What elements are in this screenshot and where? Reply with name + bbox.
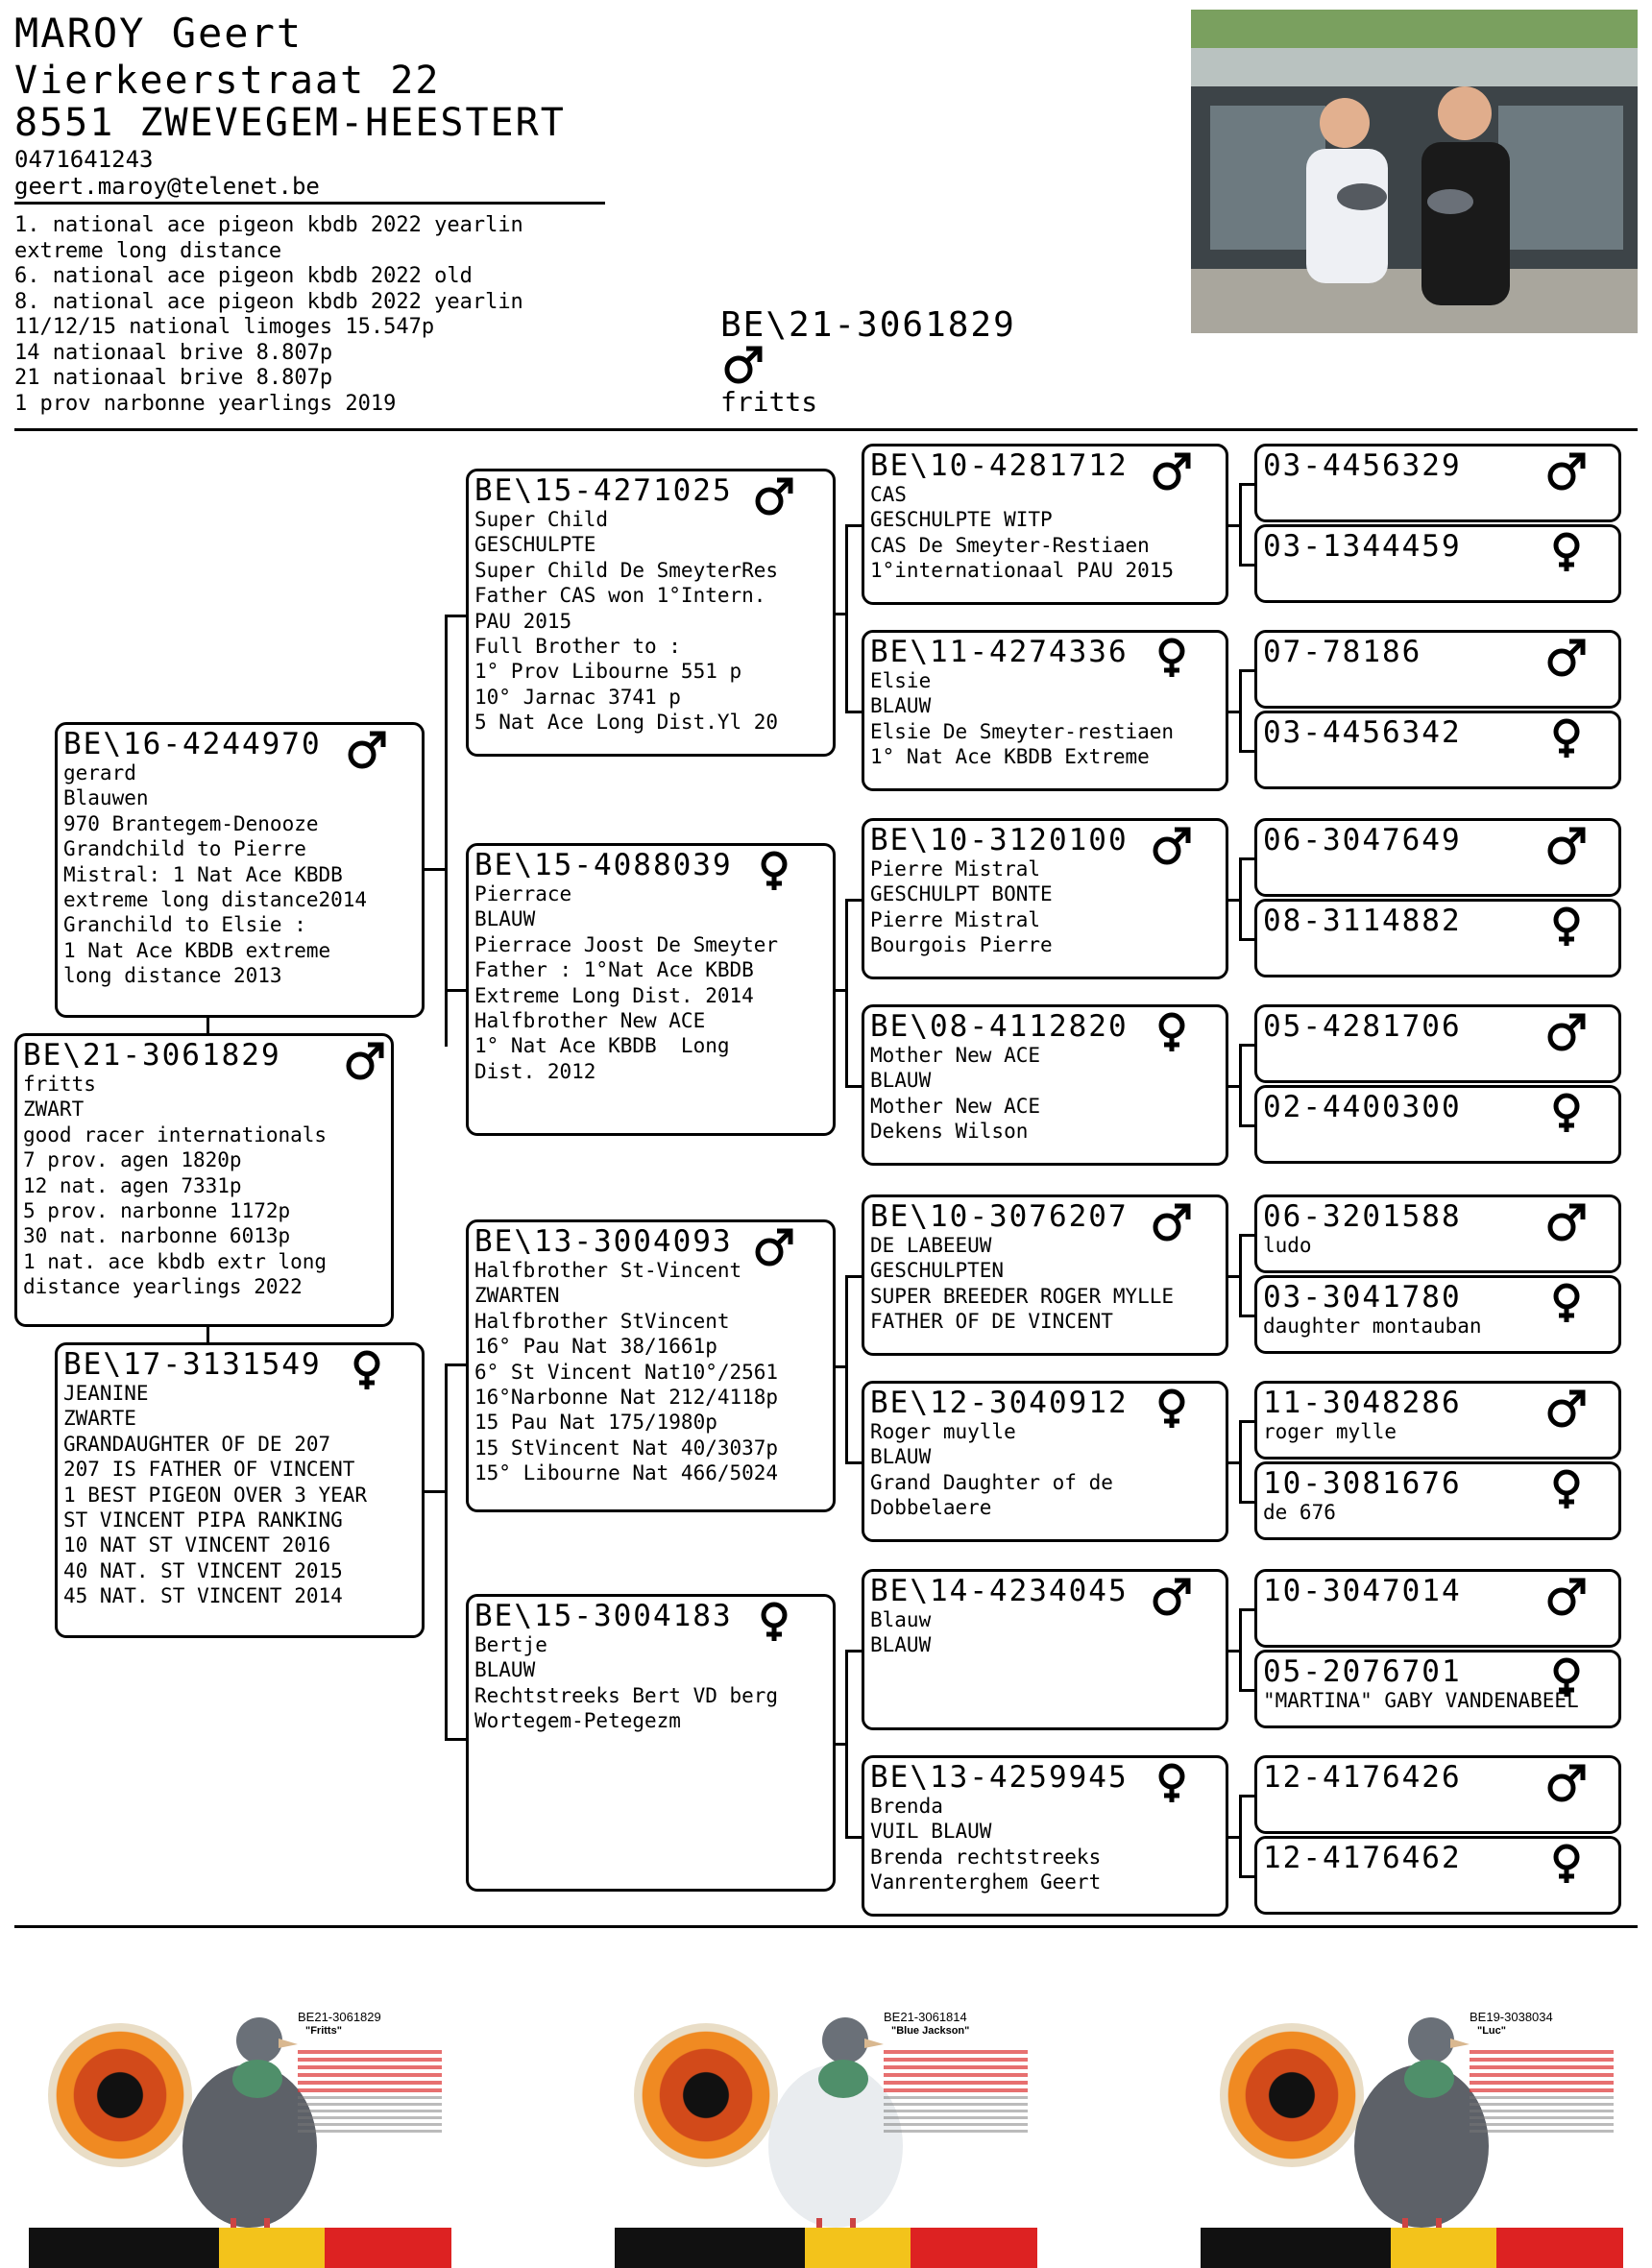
connector-line	[1239, 669, 1242, 753]
connector-line	[1239, 1044, 1254, 1047]
connector-line	[445, 989, 466, 992]
great-grandparent-pigeon	[862, 1569, 1228, 1730]
connector-line	[1239, 669, 1254, 672]
female-icon	[753, 850, 795, 892]
connector-line	[1239, 1875, 1254, 1878]
connector-line	[1239, 1689, 1254, 1692]
connector-line	[845, 524, 848, 713]
grandparent-pigeon	[466, 1219, 836, 1512]
ancestor-pigeon	[1254, 444, 1621, 522]
male-icon	[1545, 825, 1588, 867]
ring-number: BE\15-4088039	[474, 848, 733, 882]
connector-line	[1239, 483, 1242, 567]
female-icon	[1545, 717, 1588, 760]
ancestor-pigeon	[1254, 1381, 1621, 1460]
card-footer	[1201, 2228, 1623, 2268]
female-icon	[1545, 1282, 1588, 1324]
owner-email: geert.maroy@telenet.be	[14, 173, 320, 200]
card-ring-number: BE19-3038034	[1470, 2010, 1553, 2024]
subject-pigeon	[14, 1033, 394, 1327]
connector-line	[445, 1363, 448, 1738]
pigeon-details: Elsie BLAUW Elsie De Smeyter-restiaen 1° Nat Ace KBDB Extreme	[870, 669, 1175, 769]
connector-line	[1239, 1044, 1242, 1127]
connector-line	[1239, 483, 1254, 486]
ancestor-pigeon	[1254, 1194, 1621, 1273]
male-icon	[344, 1040, 386, 1082]
top-pigeon-name: fritts	[720, 386, 818, 418]
grandparent-pigeon	[466, 469, 836, 757]
pigeon-details: fritts ZWART good racer internationals 7 prov. agen 1820p 12 nat. agen 7331p 5 prov. narbonne 1172p 30 nat. narbonne 6013p 1 nat. ace kbdb extr long distance yearlings 2022	[23, 1073, 328, 1299]
ring-number: BE\10-4281712	[870, 448, 1129, 483]
connector-line	[1239, 1234, 1254, 1237]
ring-number: BE\21-3061829	[23, 1038, 281, 1073]
male-icon	[1545, 450, 1588, 493]
male-icon	[1545, 1011, 1588, 1053]
card-footer	[29, 2228, 451, 2268]
ancestor-pigeon	[1254, 1275, 1621, 1354]
top-divider	[14, 428, 1638, 431]
ancestor-pigeon	[1254, 1755, 1621, 1834]
top-ring-number: BE\21-3061829	[720, 305, 1016, 345]
card-ring-number: BE21-3061814	[884, 2010, 967, 2024]
owner-city: 8551 ZWEVEGEM-HEESTERT	[14, 101, 566, 145]
dam-pigeon	[55, 1342, 425, 1638]
ancestor-pigeon	[1254, 899, 1621, 977]
ring-number: BE\10-3120100	[870, 823, 1129, 857]
pigeon-details: daughter montauban	[1263, 1315, 1482, 1338]
male-icon	[1545, 1387, 1588, 1430]
achievements-list: 1. national ace pigeon kbdb 2022 yearlin extreme long distance 6. national ace pigeon kbdb 2022 old 8. national ace pigeon kbdb 2022 yearlin 11/12/15 national limoges 15.547p 14 nationaal brive 8.807p 21 nationaal brive 8.807p 1 prov narbonne yearlings 2019	[14, 213, 523, 416]
connector-line	[845, 1650, 848, 1839]
male-icon	[1151, 1576, 1193, 1618]
connector-line	[845, 1836, 862, 1839]
ring-number: BE\11-4274336	[870, 635, 1129, 669]
female-icon	[1151, 1762, 1193, 1804]
connector-line	[1239, 1234, 1242, 1317]
pigeon-details: Pierre Mistral GESCHULPT BONTE Pierre Mistral Bourgois Pierre	[870, 857, 1053, 957]
male-icon	[1545, 1576, 1588, 1618]
ring-number: BE\13-4259945	[870, 1760, 1129, 1795]
pigeon-details: "MARTINA" GABY VANDENABEEL	[1263, 1689, 1579, 1712]
card-pigeon-name: "Luc"	[1477, 2025, 1506, 2037]
grandparent-pigeon	[466, 843, 836, 1136]
ring-number: 03-4456329	[1263, 448, 1462, 483]
ring-number: 05-2076701	[1263, 1654, 1462, 1689]
pigeon-details: de 676	[1263, 1501, 1336, 1524]
connector-line	[1239, 1501, 1254, 1504]
pigeon-details: Blauw BLAUW	[870, 1608, 932, 1657]
connector-line	[845, 1650, 862, 1653]
great-grandparent-pigeon	[862, 818, 1228, 979]
male-icon	[1545, 1762, 1588, 1804]
card-pigeon-name: "Fritts"	[305, 2025, 342, 2037]
pigeon-details: gerard Blauwen 970 Brantegem-Denooze Grandchild to Pierre Mistral: 1 Nat Ace KBDB extreme long distance2014 Granchild to Elsie : 1 Nat Ace KBDB extreme long distance 2013	[63, 761, 368, 988]
female-icon	[753, 1601, 795, 1643]
pigeon-details: Super Child GESCHULPTE Super Child De SmeyterRes Father CAS won 1°Intern. PAU 2015 Full Brother to : 1° Prov Libourne 551 p 10° Jarnac 3741 p 5 Nat Ace Long Dist.Yl 20	[474, 508, 779, 735]
ring-number: 11-3048286	[1263, 1386, 1462, 1420]
pigeon-details: Halfbrother St-Vincent ZWARTEN Halfbrother StVincent 16° Pau Nat 38/1661p 6° St Vincent Nat10°/2561 16°Narbonne Nat 212/4118p 15 Pau Nat 175/1980p 15 StVincent Nat 40/3037p 15° Libourne Nat 466/5024	[474, 1259, 779, 1485]
female-icon	[1151, 637, 1193, 679]
great-grandparent-pigeon	[862, 444, 1228, 605]
great-grandparent-pigeon	[862, 1004, 1228, 1166]
connector-line	[206, 1018, 209, 1035]
male-icon	[753, 1226, 795, 1268]
connector-line	[845, 711, 862, 713]
pigeon-details: roger mylle	[1263, 1420, 1397, 1443]
great-grandparent-pigeon	[862, 630, 1228, 791]
ring-number: 02-4400300	[1263, 1090, 1462, 1124]
bottom-divider	[14, 1925, 1638, 1928]
female-icon	[1545, 1468, 1588, 1510]
owner-phone: 0471641243	[14, 146, 154, 173]
connector-line	[425, 1490, 446, 1493]
connector-line	[1239, 1795, 1242, 1878]
pigeon-details: ludo	[1263, 1234, 1312, 1257]
grandparent-pigeon	[466, 1594, 836, 1892]
ancestor-pigeon	[1254, 1004, 1621, 1083]
ring-number: BE\08-4112820	[870, 1009, 1129, 1044]
ancestor-pigeon	[1254, 1650, 1621, 1728]
connector-line	[1239, 1795, 1254, 1798]
male-icon	[1151, 825, 1193, 867]
owner-street: Vierkeerstraat 22	[14, 59, 441, 103]
connector-line	[1239, 564, 1254, 567]
ring-number: 03-4456342	[1263, 715, 1462, 750]
ancestor-pigeon	[1254, 711, 1621, 789]
ancestor-pigeon	[1254, 818, 1621, 897]
ring-number: BE\15-3004183	[474, 1599, 733, 1633]
male-icon	[753, 475, 795, 518]
connector-line	[1239, 1315, 1254, 1317]
ancestor-pigeon	[1254, 1085, 1621, 1164]
header-underline	[14, 202, 605, 205]
connector-line	[845, 1275, 848, 1464]
connector-line	[845, 524, 862, 527]
pigeon-details: JEANINE ZWARTE GRANDAUGHTER OF DE 207 207 IS FATHER OF VINCENT 1 BEST PIGEON OVER 3 YEAR ST VINCENT PIPA RANKING 10 NAT ST VINCENT 2016 40 NAT. ST VINCENT 2015 45 NAT. ST VINCENT 2014	[63, 1382, 368, 1608]
card-achievements	[1470, 2046, 1614, 2136]
pigeon-details: Bertje BLAUW Rechtstreeks Bert VD berg Wortegem-Petegezm	[474, 1633, 779, 1733]
pigeon-details: Mother New ACE BLAUW Mother New ACE Dekens Wilson	[870, 1044, 1041, 1144]
ancestor-pigeon	[1254, 1569, 1621, 1648]
great-grandparent-pigeon	[862, 1381, 1228, 1542]
ring-number: 12-4176462	[1263, 1841, 1462, 1875]
connector-line	[845, 899, 862, 902]
pigeon-details: CAS GESCHULPTE WITP CAS De Smeyter-Restiaen 1°internationaal PAU 2015	[870, 483, 1175, 583]
owner-name: MAROY Geert	[14, 10, 304, 57]
ring-number: 03-3041780	[1263, 1280, 1462, 1315]
female-icon	[1545, 1656, 1588, 1699]
female-icon	[1545, 905, 1588, 948]
connector-line	[445, 615, 466, 617]
ring-number: 05-4281706	[1263, 1009, 1462, 1044]
connector-line	[1239, 1124, 1254, 1127]
connector-line	[845, 899, 848, 1088]
ring-number: 06-3047649	[1263, 823, 1462, 857]
female-icon	[1545, 1092, 1588, 1134]
connector-line	[445, 1738, 466, 1741]
sire-pigeon	[55, 722, 425, 1018]
connector-line	[1239, 857, 1254, 860]
female-icon	[1151, 1387, 1193, 1430]
ring-number: 10-3081676	[1263, 1466, 1462, 1501]
connector-line	[206, 1327, 209, 1344]
connector-line	[1239, 1420, 1242, 1504]
pigeon-details: DE LABEEUW GESCHULPTEN SUPER BREEDER ROGER MYLLE FATHER OF DE VINCENT	[870, 1234, 1175, 1334]
connector-line	[845, 1461, 862, 1464]
ring-number: 10-3047014	[1263, 1574, 1462, 1608]
ring-number: 03-1344459	[1263, 529, 1462, 564]
connector-line	[1239, 938, 1254, 941]
female-icon	[1545, 1843, 1588, 1885]
connector-line	[845, 1275, 862, 1278]
female-icon	[346, 1349, 388, 1391]
male-icon	[1545, 637, 1588, 679]
pigeon-card	[29, 1992, 451, 2268]
ring-number: 12-4176426	[1263, 1760, 1462, 1795]
ancestor-pigeon	[1254, 1836, 1621, 1915]
female-icon	[1545, 531, 1588, 573]
male-icon	[1151, 450, 1193, 493]
connector-line	[445, 615, 448, 1047]
female-icon	[1151, 1011, 1193, 1053]
ring-number: BE\10-3076207	[870, 1199, 1129, 1234]
connector-line	[845, 1085, 862, 1088]
great-grandparent-pigeon	[862, 1194, 1228, 1356]
ring-number: 08-3114882	[1263, 904, 1462, 938]
connector-line	[1239, 857, 1242, 941]
connector-line	[425, 868, 446, 871]
ring-number: BE\12-3040912	[870, 1386, 1129, 1420]
ring-number: 06-3201588	[1263, 1199, 1462, 1234]
card-ring-number: BE21-3061829	[298, 2010, 381, 2024]
ring-number: BE\14-4234045	[870, 1574, 1129, 1608]
pigeon-details: Roger muylle BLAUW Grand Daughter of de Dobbelaere	[870, 1420, 1113, 1520]
ring-number: BE\16-4244970	[63, 727, 322, 761]
male-icon	[1545, 1201, 1588, 1243]
ancestor-pigeon	[1254, 630, 1621, 709]
ring-number: BE\17-3131549	[63, 1347, 322, 1382]
ring-number: 07-78186	[1263, 635, 1422, 669]
card-achievements	[884, 2046, 1028, 2136]
card-achievements	[298, 2046, 442, 2136]
connector-line	[445, 1363, 466, 1366]
connector-line	[1239, 750, 1254, 753]
pigeon-details: Brenda VUIL BLAUW Brenda rechtstreeks Vanrenterghem Geert	[870, 1795, 1102, 1894]
connector-line	[1239, 1420, 1254, 1423]
great-grandparent-pigeon	[862, 1755, 1228, 1917]
ring-number: BE\13-3004093	[474, 1224, 733, 1259]
connector-line	[1239, 1608, 1242, 1692]
card-footer	[615, 2228, 1037, 2268]
male-icon	[346, 729, 388, 771]
connector-line	[1239, 1608, 1254, 1611]
card-pigeon-name: "Blue Jackson"	[891, 2025, 970, 2037]
owner-photo	[1191, 10, 1638, 333]
pigeon-card	[1201, 1992, 1623, 2268]
pigeon-card	[615, 1992, 1037, 2268]
pigeon-details: Pierrace BLAUW Pierrace Joost De Smeyter Father : 1°Nat Ace KBDB Extreme Long Dist. 2014 Halfbrother New ACE 1° Nat Ace KBDB Long Dist. 2012	[474, 882, 779, 1083]
ancestor-pigeon	[1254, 524, 1621, 603]
male-icon	[722, 344, 765, 390]
ancestor-pigeon	[1254, 1461, 1621, 1540]
ring-number: BE\15-4271025	[474, 473, 733, 508]
male-icon	[1151, 1201, 1193, 1243]
